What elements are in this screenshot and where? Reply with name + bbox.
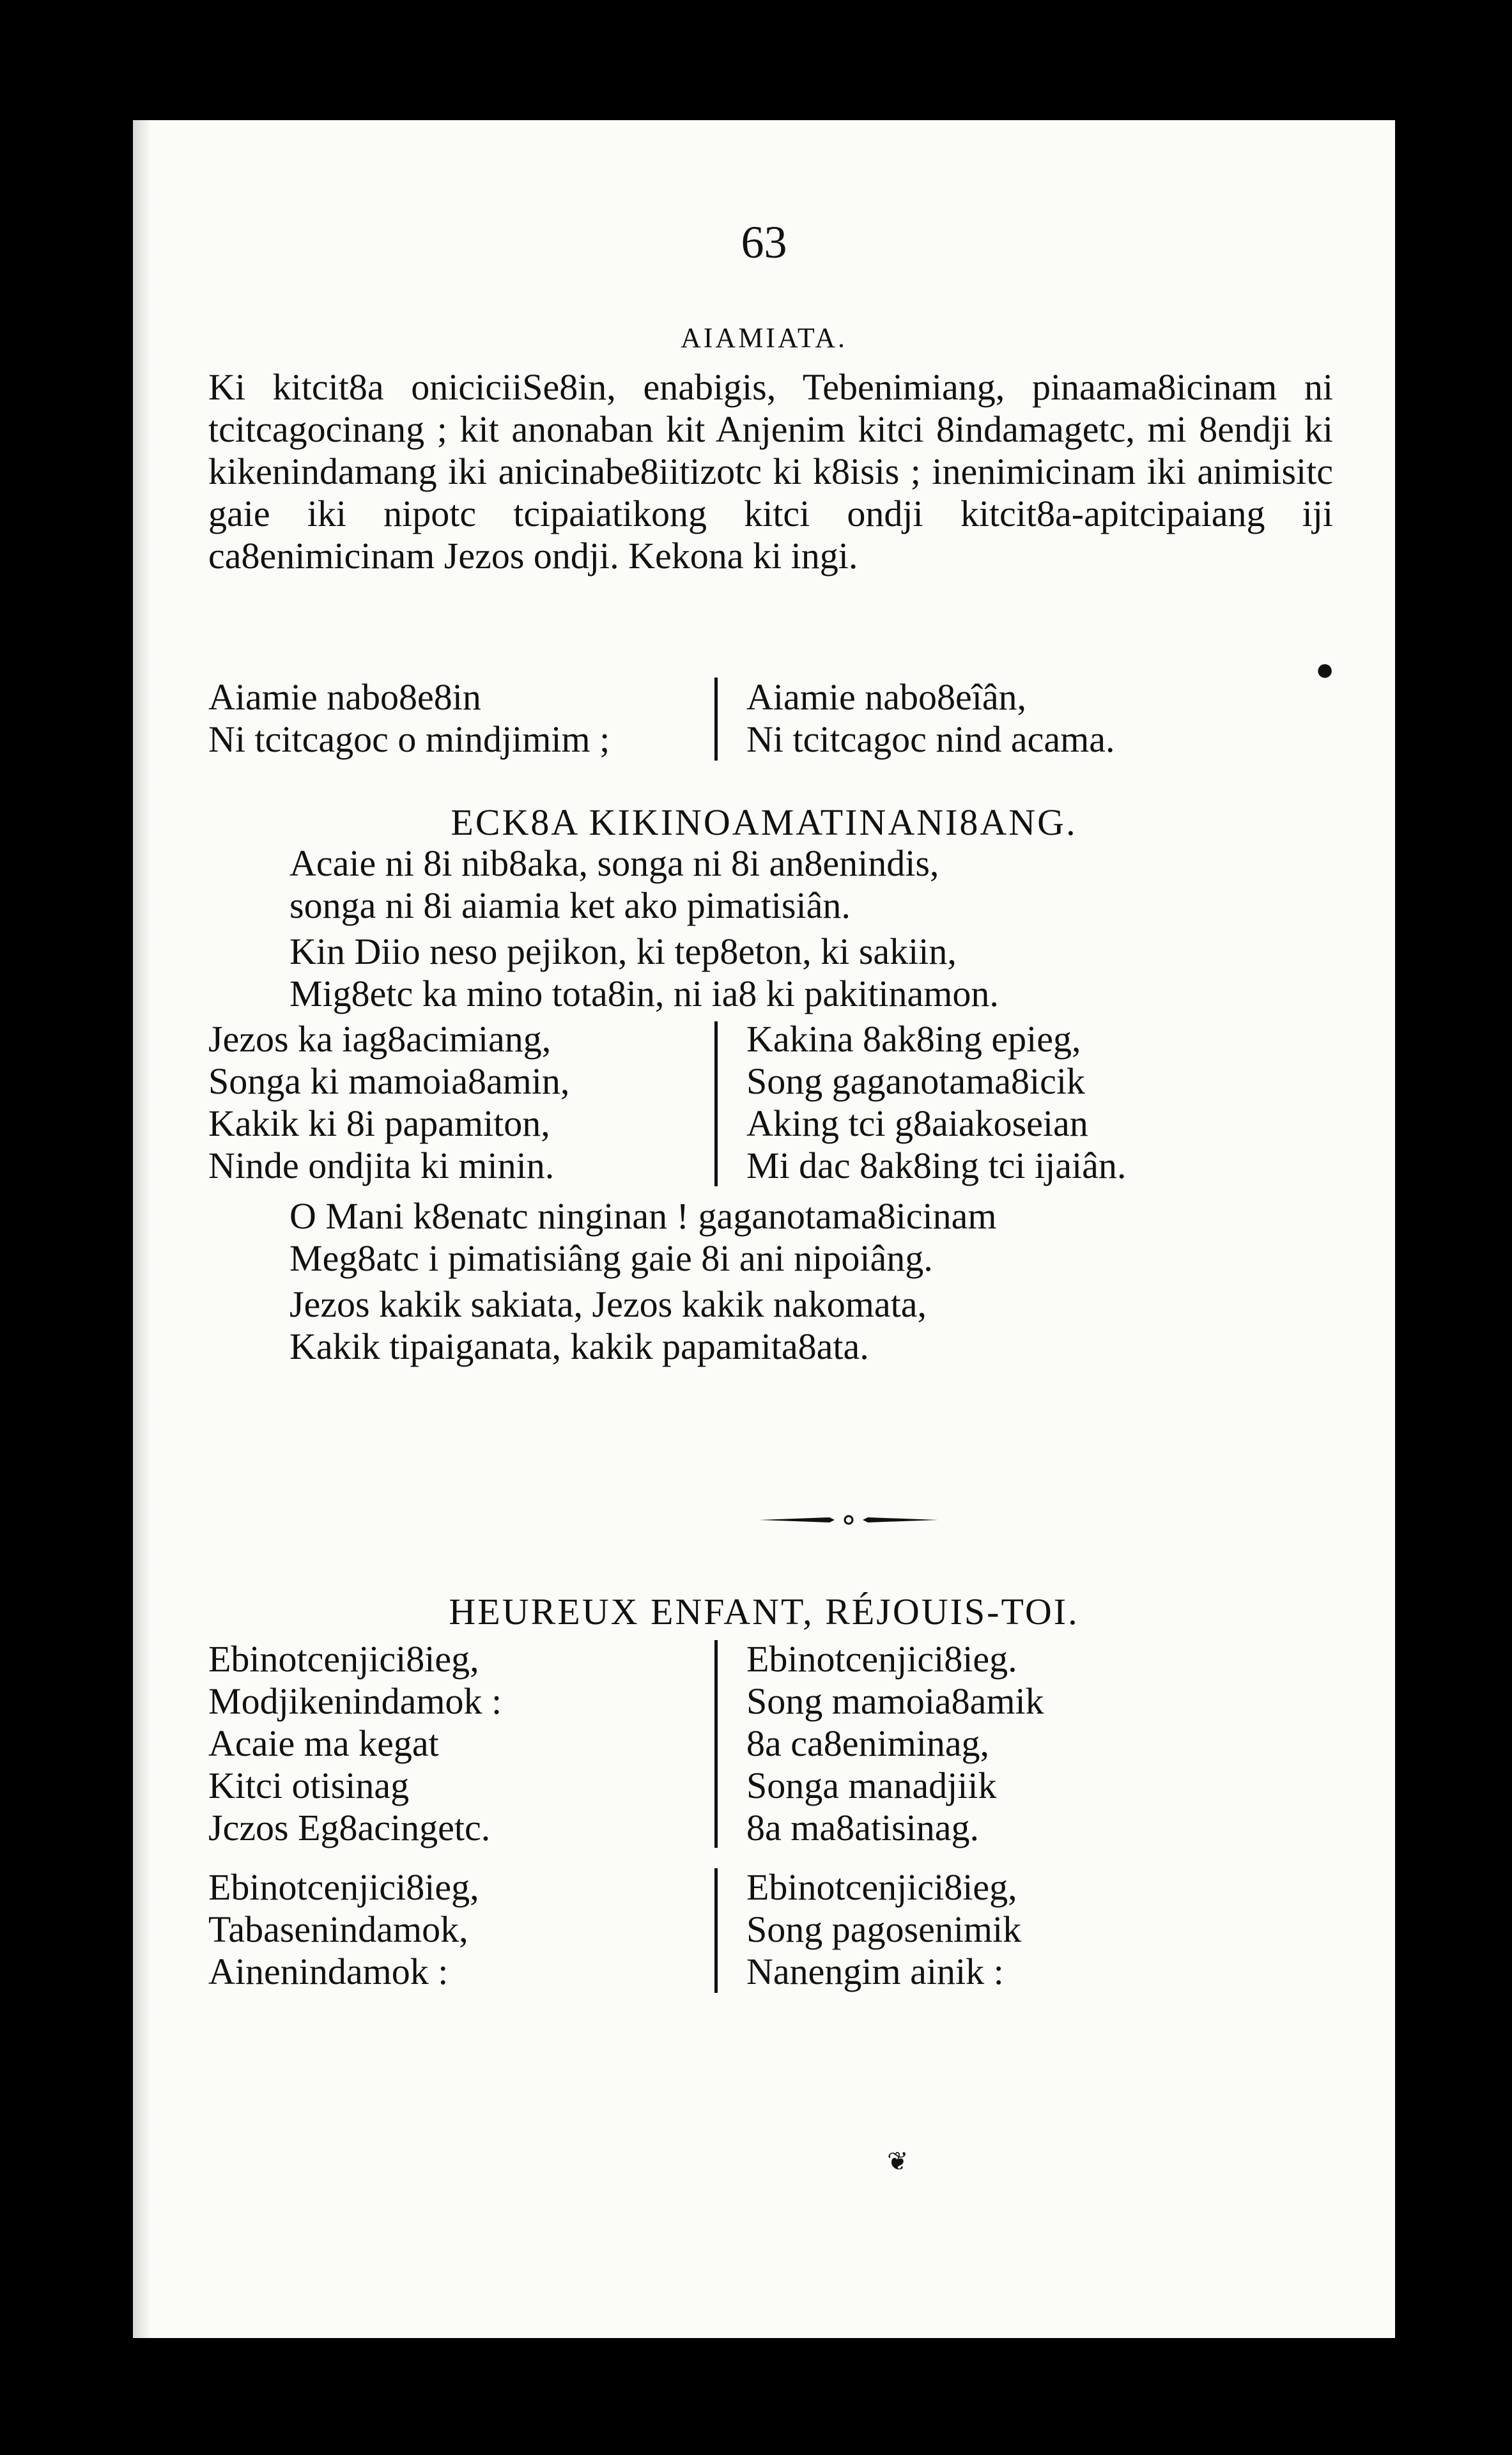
couplet-right xyxy=(746,676,1115,761)
verse-line: Aking tci g8aiakoseian xyxy=(746,1103,1088,1144)
verse-block-1 xyxy=(289,842,939,927)
ink-mark-icon: ❦ xyxy=(887,2147,909,2176)
verse-line: Ebinotcenjici8ieg, xyxy=(208,1866,479,1908)
verse-line: Ebinotcenjici8ieg. xyxy=(746,1638,1017,1680)
section-title-ecksa: ECK8A KIKINOAMATINANI8ANG. xyxy=(451,802,1077,843)
verse-line: Acaie ma kegat xyxy=(208,1723,439,1764)
verse-line: 8a ca8eniminag, xyxy=(746,1723,990,1764)
verse-line: Kin Diio neso pejikon, ki tep8eton, ki sakiin, xyxy=(289,931,957,972)
verse-line: Modjikenindamok : xyxy=(208,1680,502,1722)
verse-line: Ebinotcenjici8ieg, xyxy=(208,1638,479,1680)
verse-line: Jczos Eg8acingetc. xyxy=(208,1807,491,1848)
verse-block-3 xyxy=(289,1195,996,1280)
verse-line: Song gaganotama8icik xyxy=(746,1060,1085,1102)
column-divider xyxy=(714,678,718,761)
verse-line: Songa ki mamoia8amin, xyxy=(208,1060,570,1102)
verse-line: Kakik tipaiganata, kakik papamita8ata. xyxy=(289,1326,869,1367)
stanza-right xyxy=(746,1018,1126,1187)
section-title-heureux: HEUREUX ENFANT, RÉJOUIS-TOI. xyxy=(449,1591,1079,1632)
couplet-left xyxy=(208,676,610,761)
verse-line: Acaie ni 8i nib8aka, songa ni 8i an8enindis, xyxy=(289,842,939,884)
verse-line: Ebinotcenjici8ieg, xyxy=(746,1866,1017,1908)
verse-line: Tabasenindamok, xyxy=(208,1909,468,1950)
verse-line: Song pagosenimik xyxy=(746,1909,1022,1950)
verse-line: Ni tcitcagoc nind acama. xyxy=(746,718,1115,760)
verse-line: Kakina 8ak8ing epieg, xyxy=(746,1018,1081,1060)
prayer-paragraph: Ki kitcit8a oniciciiSe8in, enabigis, Tebenimiang, pinaama8icinam ni tcitcagocinang ; kit anonaban kit Anjenim kitci 8indamagetc, mi 8endji ki kikenindamang iki anicinabe8iitizotc ki k8isis ; inenimicinam iki animisitc gaie iki nipotc tcipaiatikong kitci ondji kitcit8a-apitcipaiang iji ca8enimicinam Jezos ondji. Kekona ki ingi. xyxy=(208,366,1333,577)
page-number: 63 xyxy=(741,217,787,268)
verse-line: 8a ma8atisinag. xyxy=(746,1807,980,1848)
book-page xyxy=(133,120,1395,2338)
verse-line: Ninde ondjita ki minin. xyxy=(208,1145,555,1186)
column-divider xyxy=(714,1021,718,1186)
verse-line: Mi dac 8ak8ing tci ijaiân. xyxy=(746,1145,1127,1186)
stanza-1-left xyxy=(208,1638,502,1849)
stanza-1-right xyxy=(746,1638,1044,1849)
verse-line: O Mani k8enatc ninginan ! gaganotama8icinam xyxy=(289,1195,997,1237)
verse-line: Jezos ka iag8acimiang, xyxy=(208,1018,552,1060)
page-edge-shadow xyxy=(133,120,151,2338)
column-divider xyxy=(714,1640,718,1848)
verse-block-2 xyxy=(289,931,999,1015)
verse-block-4 xyxy=(289,1283,927,1368)
verse-line: Mig8etc ka mino tota8in, ni ia8 ki pakitinamon. xyxy=(289,973,999,1014)
verse-line: Nanengim ainik : xyxy=(746,1951,1004,1992)
verse-line: Ainenindamok : xyxy=(208,1951,449,1992)
column-divider xyxy=(714,1868,718,1993)
verse-line: Aiamie nabo8eîân, xyxy=(746,676,1027,718)
verse-line: Kitci otisinag xyxy=(208,1765,410,1806)
verse-line: Songa manadjiik xyxy=(746,1765,997,1806)
section-title-aiamiata: AIAMIATA. xyxy=(680,322,847,353)
ink-mark-icon: ● xyxy=(1315,651,1335,687)
stanza-2-right xyxy=(746,1866,1021,1993)
ornament-divider-icon xyxy=(759,1514,938,1526)
verse-line: Meg8atc i pimatisiâng gaie 8i ani nipoiâng. xyxy=(289,1237,933,1279)
stanza-left xyxy=(208,1018,569,1187)
verse-line: Jezos kakik sakiata, Jezos kakik nakomata, xyxy=(289,1283,927,1325)
verse-line: songa ni 8i aiamia ket ako pimatisiân. xyxy=(289,885,851,926)
verse-line: Kakik ki 8i papamiton, xyxy=(208,1103,550,1144)
verse-line: Aiamie nabo8e8in xyxy=(208,676,481,718)
stanza-2-left xyxy=(208,1866,479,1993)
verse-line: Song mamoia8amik xyxy=(746,1680,1044,1722)
verse-line: Ni tcitcagoc o mindjimim ; xyxy=(208,718,610,760)
